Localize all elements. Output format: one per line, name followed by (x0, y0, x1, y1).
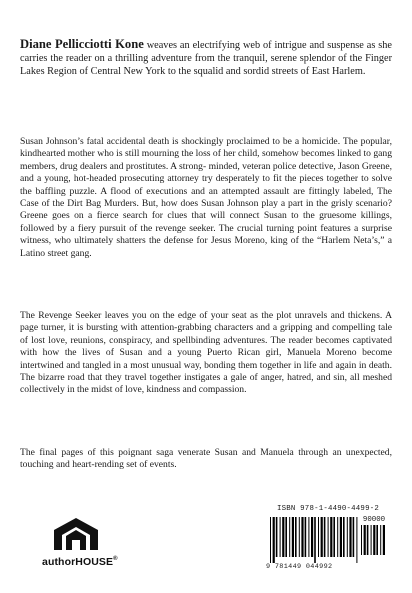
price-addon-bars (361, 525, 387, 561)
barcode-bar (356, 517, 357, 563)
barcode-bar (380, 525, 381, 555)
barcode-bar (311, 517, 313, 557)
blurb-paragraph-4: The final pages of this poignant saga venerate Susan and Manuela through an unexpected, touching and heart-rending set of events. (20, 447, 392, 471)
blurb-paragraph-1 (20, 38, 392, 79)
barcode-bar (292, 517, 294, 557)
publisher-logo (42, 516, 118, 576)
barcode-bar (337, 517, 338, 557)
barcode-bar (308, 517, 309, 557)
barcode-bar (318, 517, 319, 557)
barcode-bar (280, 517, 281, 557)
barcode-bar (289, 517, 290, 557)
isbn-barcode (266, 505, 390, 573)
barcode-bar (305, 517, 307, 557)
barcode-bar (364, 525, 366, 555)
blurb-paragraph-3: The Revenge Seeker leaves you on the edge of your seat as the plot unravels and thickens. A page turner, it is bursting with attention-grabbing characters and a gripping and compelling tale of lost love, reunions, conspiracy, and spellbinding adventures. The reader becomes captivated with how the lives of Susan and a young Puerto Rican girl, Manuela Moreno become intertwined and tangled in a most unusual way, bonding them together in life and again in death. The bizarre road that they travel together instigates a gale of anger, hatred, and sin, all meshed collectively in the midst of love, kindness and compassion. (20, 310, 392, 396)
blurb-intro-text: weaves an electrifying web of intrigue and suspense as she carries the reader on a thrilling adventure from the tranquil, serene splendor of the Finger Lakes Region of Central New York to the squalid and sordid streets of East Harlem. (20, 40, 392, 78)
barcode-bar (343, 517, 345, 557)
barcode-bar (328, 517, 329, 557)
barcode-bar (301, 517, 303, 557)
barcode-bar (361, 525, 362, 555)
barcode-bar (376, 525, 378, 555)
barcode-bar (330, 517, 332, 557)
barcode-bar (285, 517, 287, 557)
barcode-bar (367, 525, 369, 555)
ean-bars (270, 517, 358, 563)
barcode-bar (270, 517, 271, 563)
registered-mark: ® (113, 556, 118, 562)
barcode-bar (383, 525, 385, 555)
barcode-bar (321, 517, 323, 557)
barcode-bar (299, 517, 300, 557)
barcode-bar (340, 517, 342, 557)
barcode-bar (333, 517, 335, 557)
barcode-bar (349, 517, 351, 557)
barcode-bar (353, 517, 355, 557)
barcode-bar (371, 525, 372, 555)
barcode-bar (373, 525, 375, 555)
author-house-logo-icon (50, 516, 102, 552)
barcode-bar (314, 517, 316, 563)
publisher-name: authorHOUSE® (42, 556, 118, 568)
barcode-bar (273, 517, 275, 563)
barcode-bar (295, 517, 297, 557)
ean-digits: 9 781449 044992 (266, 563, 333, 571)
barcode-bar (324, 517, 326, 557)
blurb-paragraph-2: Susan Johnson’s fatal accidental death is shockingly proclaimed to be a homicide. The popular, kindhearted mother who is still mourning the loss of her child, somehow becomes linked to gang members, drug dealers and prostitutes. A strong- minded, veteran police detective, Jason Greene, and a young, hot-headed prosecuting attorney try desperately to fit the pieces together to solve the baffling puzzle. A flood of executions and an attempted assault are fittingly labeled, The Case of the Dirt Bag Murders. But, how does Susan Johnson play a part in the grisly scenario? Greene goes on a fierce search for clues that will connect Susan to the gruesome killings, followed by a fiery pursuit of the revenge seeker. The crucial turning point features a surprise witness, who ultimately shatters the defense for Jesus Moreno, king of the “Harlem Neta’s,” a Latino street gang. (20, 136, 392, 259)
price-code: 90000 (362, 516, 386, 524)
isbn-label: ISBN 978-1-4490-4499-2 (277, 505, 379, 513)
barcode-bar (276, 517, 278, 557)
barcode-bar (282, 517, 284, 557)
author-name: Diane Pellicciotti Kone (20, 37, 144, 51)
barcode-bar (347, 517, 348, 557)
